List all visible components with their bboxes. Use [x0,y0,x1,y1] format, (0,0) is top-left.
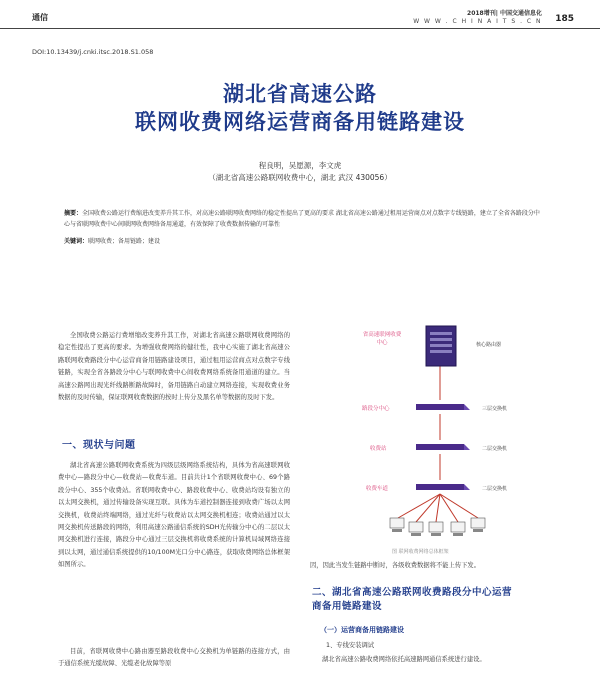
keywords [64,236,160,245]
branch-switch-icon [416,404,470,410]
section-2-item-1-text: 湖北省高速公路收费网络依托高速路网通信系统进行建设。 [322,656,486,663]
section-2-heading-1: 二、湖北省高速公路联网收费路段分中心运营 [312,587,513,598]
terminal-pc-icon-3 [429,522,443,536]
station-switch-icon [416,444,470,450]
journal-name: 2018增刊| 中国交通信息化 [467,10,542,17]
server-label: 核心路由器 [476,342,502,348]
section-1-paragraph-2: 目前，省联网收费中心路由器至路段收费中心交换机为单链路的连接方式，由于通信系统光缆故障、光缆老化故障等原 [58,648,290,668]
keywords-text: 联网收费；备用链路；建设 [88,238,161,245]
journal-url: W W W . C H I N A I T S . C N [413,18,542,25]
lane-switch-icon [416,484,470,490]
server-icon [426,326,456,366]
section-2-subheading: （一）运营商备用链路建设 [320,626,404,634]
title-line-2: 联网收费网络运营商备用链路建设 [135,110,465,134]
center-label-2: 中心 [376,340,388,346]
lane-switch-label: 二层交换机 [482,486,508,492]
affiliation: （湖北省高速公路联网收费中心，湖北 武汉 430056） [208,173,392,182]
abstract [64,208,542,230]
link-lane-pc4 [440,494,458,522]
doi: DOI:10.13439/j.cnki.itsc.2018.S1.058 [32,48,154,56]
link-lane-pc1 [398,494,440,518]
page-number: 185 [555,14,574,24]
intro-paragraph: 全国收费公路运行费增缩改变养升其工作，对湖北省高速公路联网收费网络的稳定性提出了更高的要求。为增强收费网络的健壮性，我中心实施了湖北省高速公路联网收费路段分中心运营商备用链路建设项目，通过租用运营商点对点数字专线链路，实现全省各路段分中心与联网收费中心间收费网络系统备用通道的建立。当高速公路网出现光纤线路断路故障时，备用链路自动建立网络连接，实现收费业务数据的及时传输，保证联网收费数据的按时上传分及黑名单等数据的及时下发。 [58,332,290,402]
terminal-pc-icon-5 [471,518,485,532]
section-2-item-1: 1、专线安装调试 [326,642,375,649]
lane-label: 收费车道 [366,486,389,492]
right-col-continuation: 因，因此当发生链路中断时，各级收费数据将不能上传下发。 [310,562,481,569]
section-1-heading: 一、现状与问题 [62,440,136,451]
authors: 程良明，吴愿源，李文虎 [258,161,342,170]
terminal-pc-icon-4 [451,522,465,536]
terminal-pc-icon-1 [390,518,404,532]
branch-switch-label: 三层交换机 [482,406,508,412]
network-diagram [312,322,548,550]
abstract-text: 全国收费公路运行费缩进改变养升其工作，对高速公路联网收费网络的稳定性提出了更高的要求 湖北省高速公路通过租用运营商点对点数字专线链路，建立了全省各路段分中心与省联网收费中心间联网收费网络备用通道，有效保障了收费数据传输的可靠性 [64,210,540,228]
station-label: 收费站 [370,446,387,452]
section-2-heading-2: 商备用链路建设 [312,601,383,612]
section-1-paragraph-1: 湖北省高速公路联网收费系统为四级层级网络系统结构，具体为省高速联网收费中心—路段分中心—收费站—收费车道。目前共计1个省联网收费中心、69个路段分中心、355个收费站。省联网收费中心、路段收费中心、收费站均设有独立的以太网交换机，通过传输设备实现互联。具体为车道控制器连接到收费广场以太网交换机，收费站终端网络，通过光纤与收费站以太网交换机相连；收费站通过以太网交换机传送路段的网络，利用高速公路通信系统的SDH光传输分中心的二层以太网交换机进行连接，路段分中心通过三层交换机将收费系统的计算机局域网络连接到以太网，通过通信系统提供的10/100M光口分中心路连，获取收费网络总体框架如图所示。 [58,462,290,569]
link-lane-pc5 [440,494,478,518]
branch-label: 路段分中心 [362,406,390,412]
title-line-1: 湖北省高速公路 [223,82,377,106]
station-switch-label: 二层交换机 [482,446,508,452]
figure-caption: 图 联网收费网络总体框架 [392,549,449,555]
terminal-pc-icon-2 [409,522,423,536]
section-tag: 通信 [32,13,48,22]
keywords-label: 关键词： [64,238,89,245]
center-label-1: 省高速联网收费 [362,332,402,338]
header-rule [0,28,600,29]
abstract-label: 摘要： [64,210,83,217]
